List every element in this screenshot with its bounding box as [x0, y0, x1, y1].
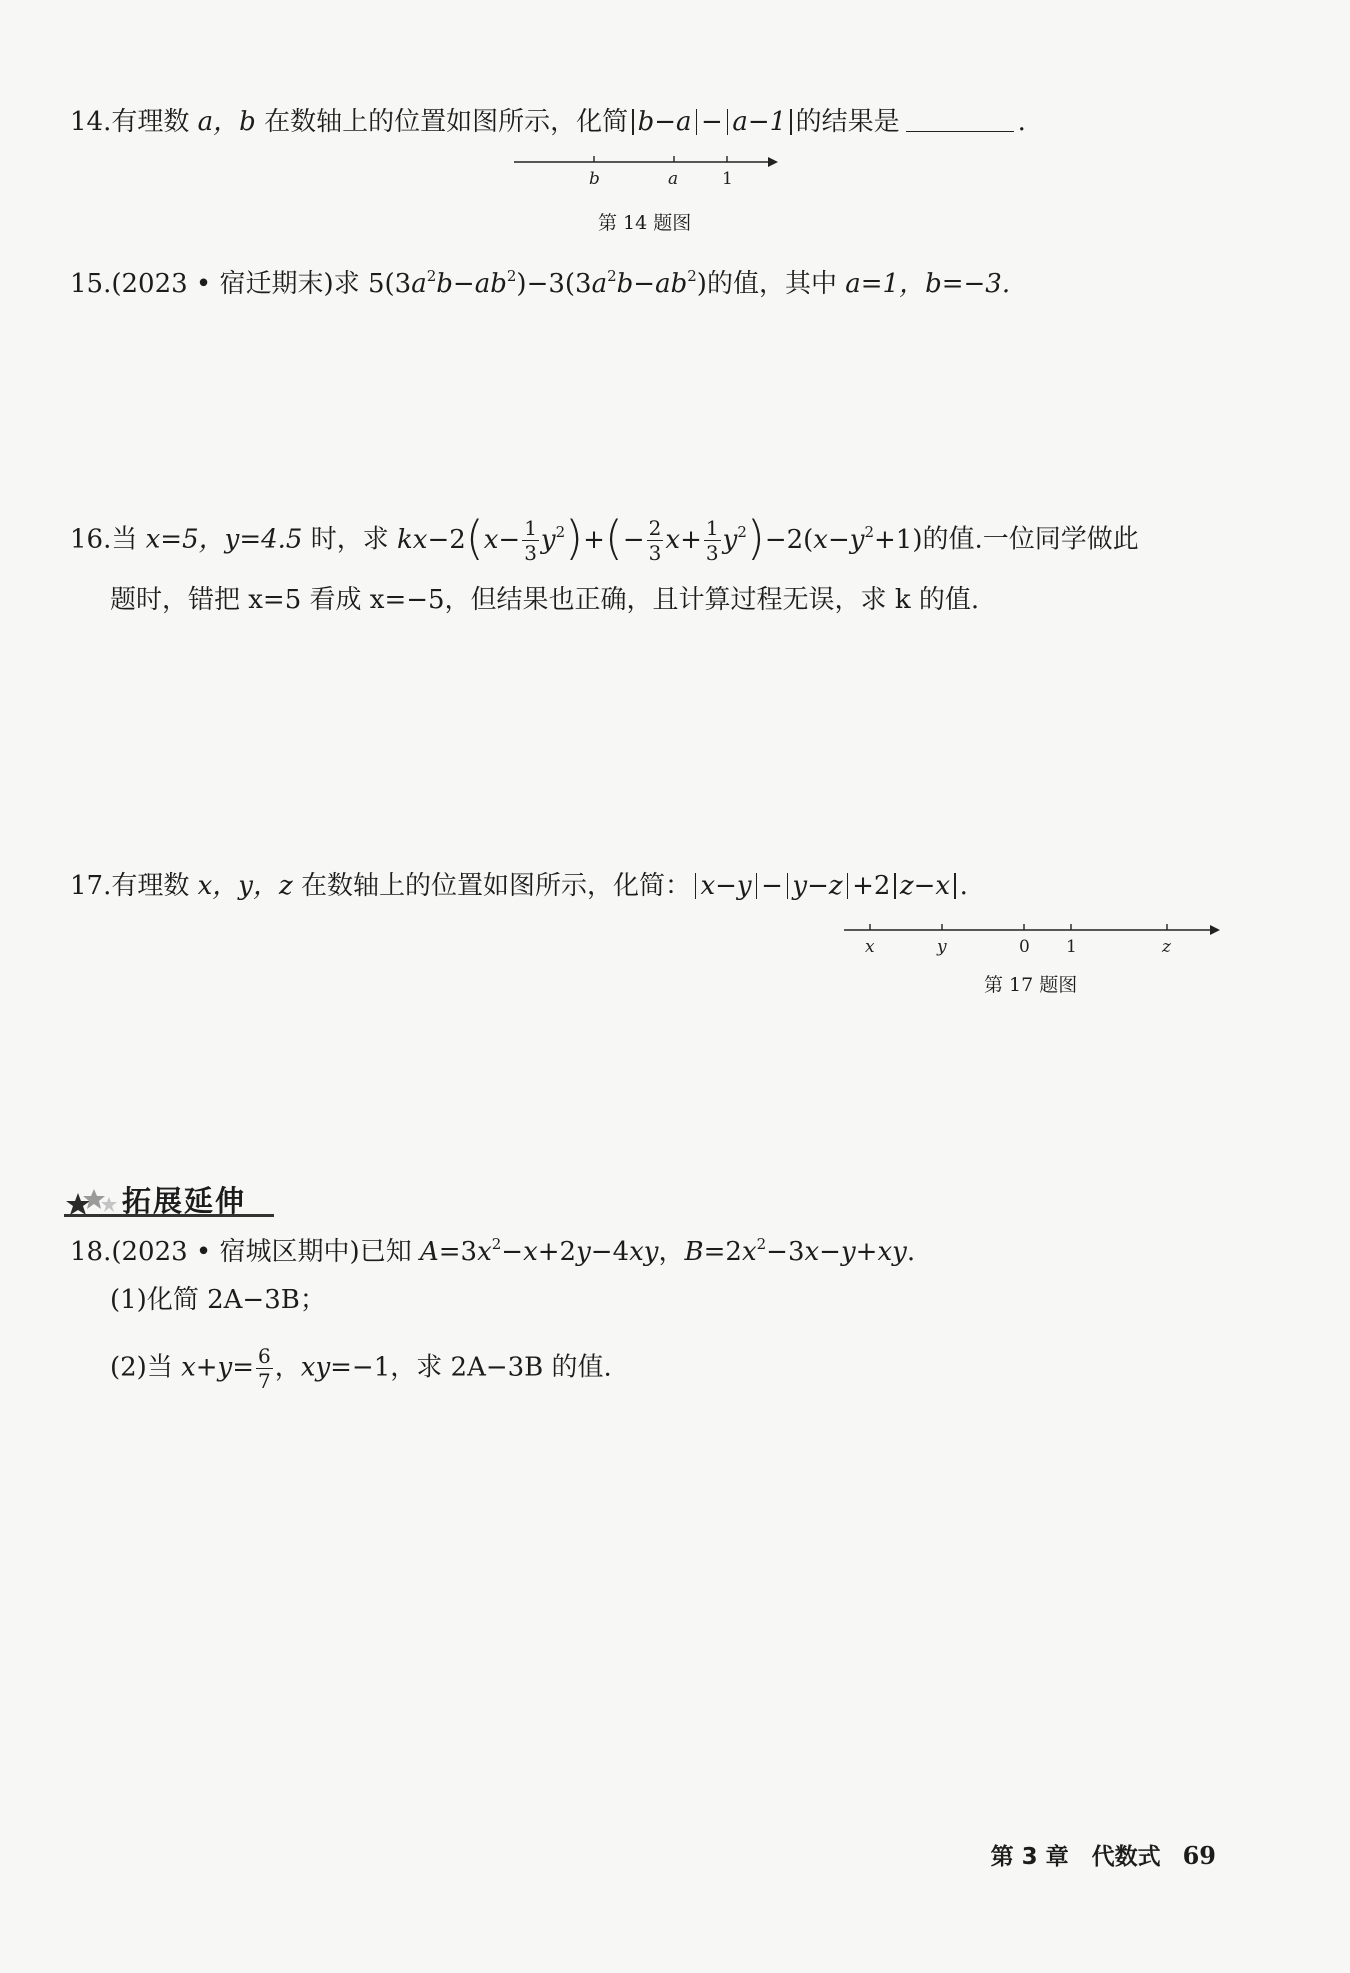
q17-e1: x−y: [700, 871, 752, 901]
q14-expr1: b−a: [637, 107, 692, 137]
abs-bar: [790, 109, 792, 135]
q18-part2-a: (2)当: [110, 1352, 173, 1383]
q15-source: (2023 • 宿迁期末): [111, 269, 334, 299]
axis-arrow: [1210, 925, 1220, 935]
q16-text-a: 当: [111, 524, 138, 555]
axis-arrow: [768, 157, 778, 167]
q15-text-a: 求: [333, 269, 360, 299]
question-14: [70, 104, 1026, 140]
q16-text-c: 的值.一位同学做此: [922, 524, 1139, 555]
q15-text-b: 的值，其中: [706, 269, 837, 299]
axis-label-b: b: [589, 169, 600, 189]
q16-text-b: 时，求: [310, 524, 389, 555]
question-18-part1: (1)化简 2A−3B；: [110, 1285, 326, 1315]
abs-bar: [894, 873, 896, 899]
q17-text-b: 在数轴上的位置如图所示，化简：: [300, 871, 691, 901]
q14-expr2: a−1: [732, 107, 787, 137]
axis-label-x: x: [865, 937, 875, 957]
q18-source: (2023 • 宿城区期中): [111, 1237, 360, 1267]
q17-end: .: [959, 871, 968, 901]
abs-bar: [632, 109, 634, 135]
question-17: [70, 868, 968, 904]
fraction-six-sevenths: $\frac{6}{7}$: [258, 1344, 271, 1393]
q17-number: 17.: [70, 871, 112, 901]
abs-bar: [787, 873, 789, 899]
q15-condition: a=1，b=−3.: [845, 269, 1011, 299]
axis-label-a: a: [668, 169, 679, 189]
q14-end: .: [1017, 107, 1026, 137]
axis-label-1: 1: [1066, 937, 1077, 957]
q16-number: 16.: [70, 524, 112, 555]
axis-label-y: y: [937, 937, 947, 957]
q15-expression: $5(3a^2b-ab^2)-3(3a^2b-ab^2)$: [367, 267, 707, 299]
abs-bar: [695, 873, 697, 899]
figure-caption-17: 第 17 题图: [984, 974, 1078, 996]
number-line-17: [842, 918, 1222, 958]
q17-text-a: 有理数: [111, 871, 190, 901]
q17-plus2: +2: [852, 871, 891, 901]
q16-condition: x=5，y=4.5: [145, 524, 303, 555]
abs-bar: [847, 873, 849, 899]
page-footer: [991, 1838, 1216, 1871]
question-16: [70, 510, 1139, 565]
section-title: 拓展延伸: [122, 1184, 247, 1218]
page-number: 69: [1182, 1841, 1216, 1870]
section-rule: [64, 1214, 274, 1217]
q14-vars: a，b: [197, 107, 256, 137]
q14-text-a: 有理数: [111, 107, 190, 137]
answer-blank[interactable]: [906, 111, 1014, 132]
axis-label-1: 1: [722, 169, 733, 189]
fraction-one-third: $\frac{1}{3}$: [705, 516, 719, 565]
axis-label-0: 0: [1019, 937, 1030, 957]
q18-number: 18.: [70, 1237, 112, 1267]
figure-caption-14: 第 14 题图: [598, 212, 692, 234]
axis-label-z: z: [1162, 937, 1171, 957]
abs-bar: [954, 873, 956, 899]
q16-expression: kx−2(x− $\frac{1}{3}$ $y^2)+(-$ $\frac{2}{3}$ x+ $\frac{1}{3}$ $y^2)-2(x-y^2+1)$: [397, 510, 923, 565]
question-18: [70, 1234, 915, 1270]
question-16-line2: 题时，错把 x=5 看成 x=−5，但结果也正确，且计算过程无误，求 k 的值.: [110, 585, 980, 615]
abs-bar: [696, 109, 698, 135]
q17-e3: z−x: [899, 871, 951, 901]
question-15: [70, 266, 1010, 302]
q14-minus: −: [701, 107, 723, 137]
abs-bar: [727, 109, 729, 135]
q17-minus: −: [761, 871, 783, 901]
number-line-14: [510, 150, 780, 190]
q14-text-b: 在数轴上的位置如图所示，化简: [264, 107, 629, 137]
q17-vars: x，y，z: [197, 871, 293, 901]
abs-bar: [756, 873, 758, 899]
section-header-extension: [64, 1175, 274, 1223]
q18-text-a: 已知: [359, 1237, 412, 1267]
q18-part2-b: ，求 2A−3B 的值.: [390, 1352, 612, 1383]
q14-number: 14.: [70, 107, 112, 137]
q18-x-plus-y: x+y=: [181, 1352, 255, 1383]
q18-expression: $A=3x^2-x+2y-4xy$，$B=2x^2-3x-y+xy$.: [419, 1235, 916, 1267]
q17-e2: y−z: [792, 871, 843, 901]
fraction-one-third: $\frac{1}{3}$: [524, 516, 537, 565]
fraction-two-thirds: $\frac{2}{3}$: [648, 516, 662, 565]
q14-text-c: 的结果是: [795, 107, 900, 137]
question-18-part2: (2)当 x+y= $\frac{6}{7}$ ，xy=−1，求 2A−3B 的值.: [110, 1344, 612, 1393]
chapter-title: 第 3 章 代数式: [990, 1844, 1161, 1870]
q15-number: 15.: [70, 269, 112, 299]
